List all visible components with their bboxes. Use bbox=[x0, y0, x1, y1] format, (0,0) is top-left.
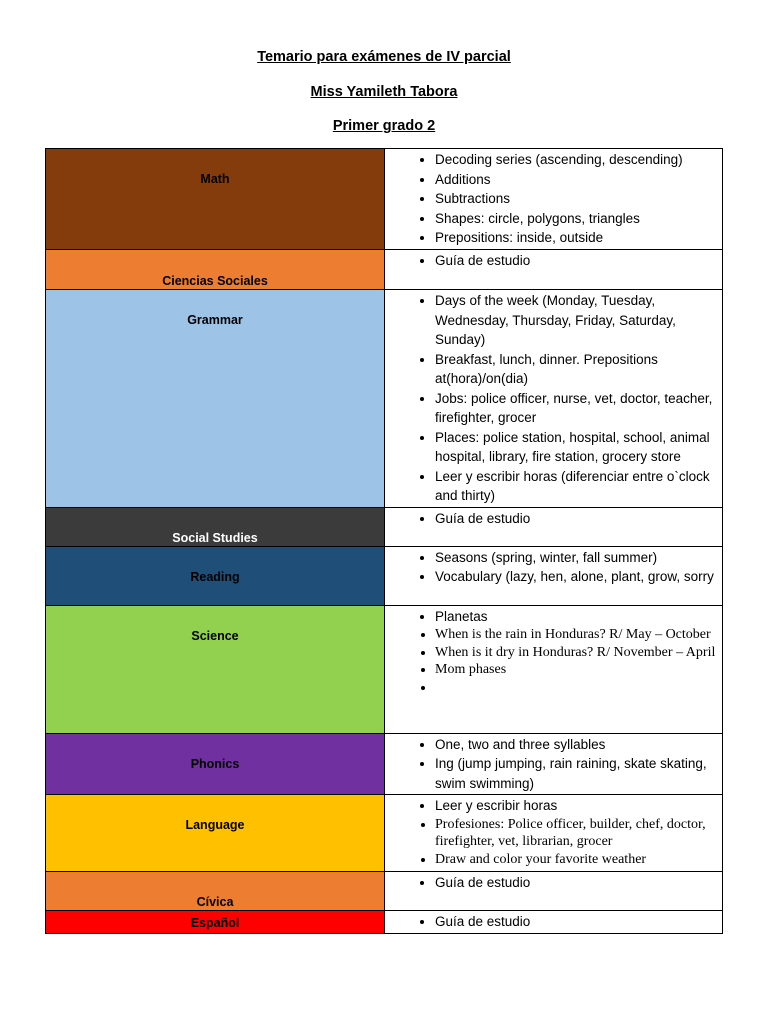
subject-cell bbox=[46, 290, 385, 508]
topics-cell bbox=[385, 149, 723, 250]
syllabus-table bbox=[45, 148, 723, 934]
topic-item: • Planetas bbox=[435, 607, 718, 627]
topics-cell bbox=[385, 795, 723, 872]
topic-list bbox=[385, 508, 722, 530]
table-row bbox=[46, 605, 723, 733]
topic-item: • Ing (jump jumping, rain raining, skate skating, swim swimming) bbox=[435, 754, 718, 793]
topic-list bbox=[385, 911, 722, 933]
topic-item: • Guía de estudio bbox=[435, 912, 718, 932]
subject-label: Phonics bbox=[190, 756, 240, 771]
topic-item: • Leer y escribir horas (diferenciar entre o`clock and thirty) bbox=[435, 467, 718, 506]
subject-cell bbox=[46, 507, 385, 546]
topic-item: • Guía de estudio bbox=[435, 251, 718, 271]
table-row bbox=[46, 250, 723, 290]
topic-item: • Jobs: police officer, nurse, vet, doctor, teacher, firefighter, grocer bbox=[435, 389, 718, 428]
topics-cell bbox=[385, 872, 723, 911]
subject-label: Social Studies bbox=[172, 530, 258, 545]
topic-item: • When is the rain in Honduras? R/ May – October bbox=[435, 626, 718, 644]
table-row bbox=[46, 290, 723, 508]
topic-item: • Breakfast, lunch, dinner. Prepositions at(hora)/on(dia) bbox=[435, 350, 718, 389]
grade-label: Primer grado 2 bbox=[332, 118, 436, 134]
table-row bbox=[46, 733, 723, 795]
topic-item: • One, two and three syllables bbox=[435, 735, 718, 755]
topics-cell bbox=[385, 911, 723, 934]
subject-cell bbox=[46, 733, 385, 795]
topic-list bbox=[385, 734, 722, 795]
table-row bbox=[46, 795, 723, 872]
topic-item: • Seasons (spring, winter, fall summer) bbox=[435, 548, 718, 568]
topics-cell bbox=[385, 733, 723, 795]
topic-list bbox=[385, 872, 722, 894]
topics-cell bbox=[385, 290, 723, 508]
topic-item: • Leer y escribir horas bbox=[435, 796, 718, 816]
table-row bbox=[46, 546, 723, 605]
topic-list bbox=[385, 149, 722, 249]
topics-cell bbox=[385, 250, 723, 290]
topics-cell bbox=[385, 605, 723, 733]
teacher-name: Miss Yamileth Tabora bbox=[310, 84, 458, 100]
topic-item: • Places: police station, hospital, school, animal hospital, library, fire station, grocery store bbox=[435, 428, 718, 467]
topic-list bbox=[385, 250, 722, 272]
subject-label: Ciencias Sociales bbox=[162, 274, 268, 288]
topic-list bbox=[385, 606, 722, 698]
subject-cell bbox=[46, 149, 385, 250]
topic-list bbox=[385, 547, 722, 588]
topic-item: • Additions bbox=[435, 170, 718, 190]
page-title: Temario para exámenes de IV parcial bbox=[257, 49, 511, 65]
subject-label: Cívica bbox=[196, 895, 234, 909]
topic-item: • Draw and color your favorite weather bbox=[435, 851, 718, 869]
topic-item: • Decoding series (ascending, descending) bbox=[435, 150, 718, 170]
topics-cell bbox=[385, 546, 723, 605]
syllabus-table-body bbox=[46, 149, 723, 934]
subject-label: Science bbox=[191, 628, 239, 643]
topics-cell bbox=[385, 507, 723, 546]
subject-label: Language bbox=[185, 818, 245, 832]
topic-item: • Guía de estudio bbox=[435, 873, 718, 893]
subject-label: Reading bbox=[190, 569, 240, 584]
topic-item: • Mom phases bbox=[435, 661, 718, 679]
topic-list bbox=[385, 290, 722, 507]
topic-item: • Days of the week (Monday, Tuesday, Wednesday, Thursday, Friday, Saturday, Sunday) bbox=[435, 291, 718, 350]
topic-item: • Prepositions: inside, outside bbox=[435, 228, 718, 248]
topic-item: • Subtractions bbox=[435, 189, 718, 209]
table-row bbox=[46, 149, 723, 250]
subject-cell bbox=[46, 250, 385, 290]
subject-label: Grammar bbox=[187, 313, 243, 327]
topic-list bbox=[385, 795, 722, 869]
topic-item: • Shapes: circle, polygons, triangles bbox=[435, 209, 718, 229]
subject-label: Math bbox=[200, 172, 230, 186]
subject-cell bbox=[46, 795, 385, 872]
subject-cell bbox=[46, 605, 385, 733]
table-row bbox=[46, 911, 723, 934]
topic-item: • Vocabulary (lazy, hen, alone, plant, grow, sorry bbox=[435, 567, 718, 587]
topic-item: • When is it dry in Honduras? R/ November – April bbox=[435, 644, 718, 662]
subject-cell bbox=[46, 911, 385, 934]
topic-item: • Profesiones: Police officer, builder, chef, doctor, firefighter, vet, librarian, grocer bbox=[435, 816, 718, 851]
subject-label: Español bbox=[190, 916, 240, 930]
topic-item bbox=[435, 679, 718, 697]
table-row bbox=[46, 507, 723, 546]
table-row bbox=[46, 872, 723, 911]
topic-item: • Guía de estudio bbox=[435, 509, 718, 529]
subject-cell bbox=[46, 546, 385, 605]
subject-cell bbox=[46, 872, 385, 911]
